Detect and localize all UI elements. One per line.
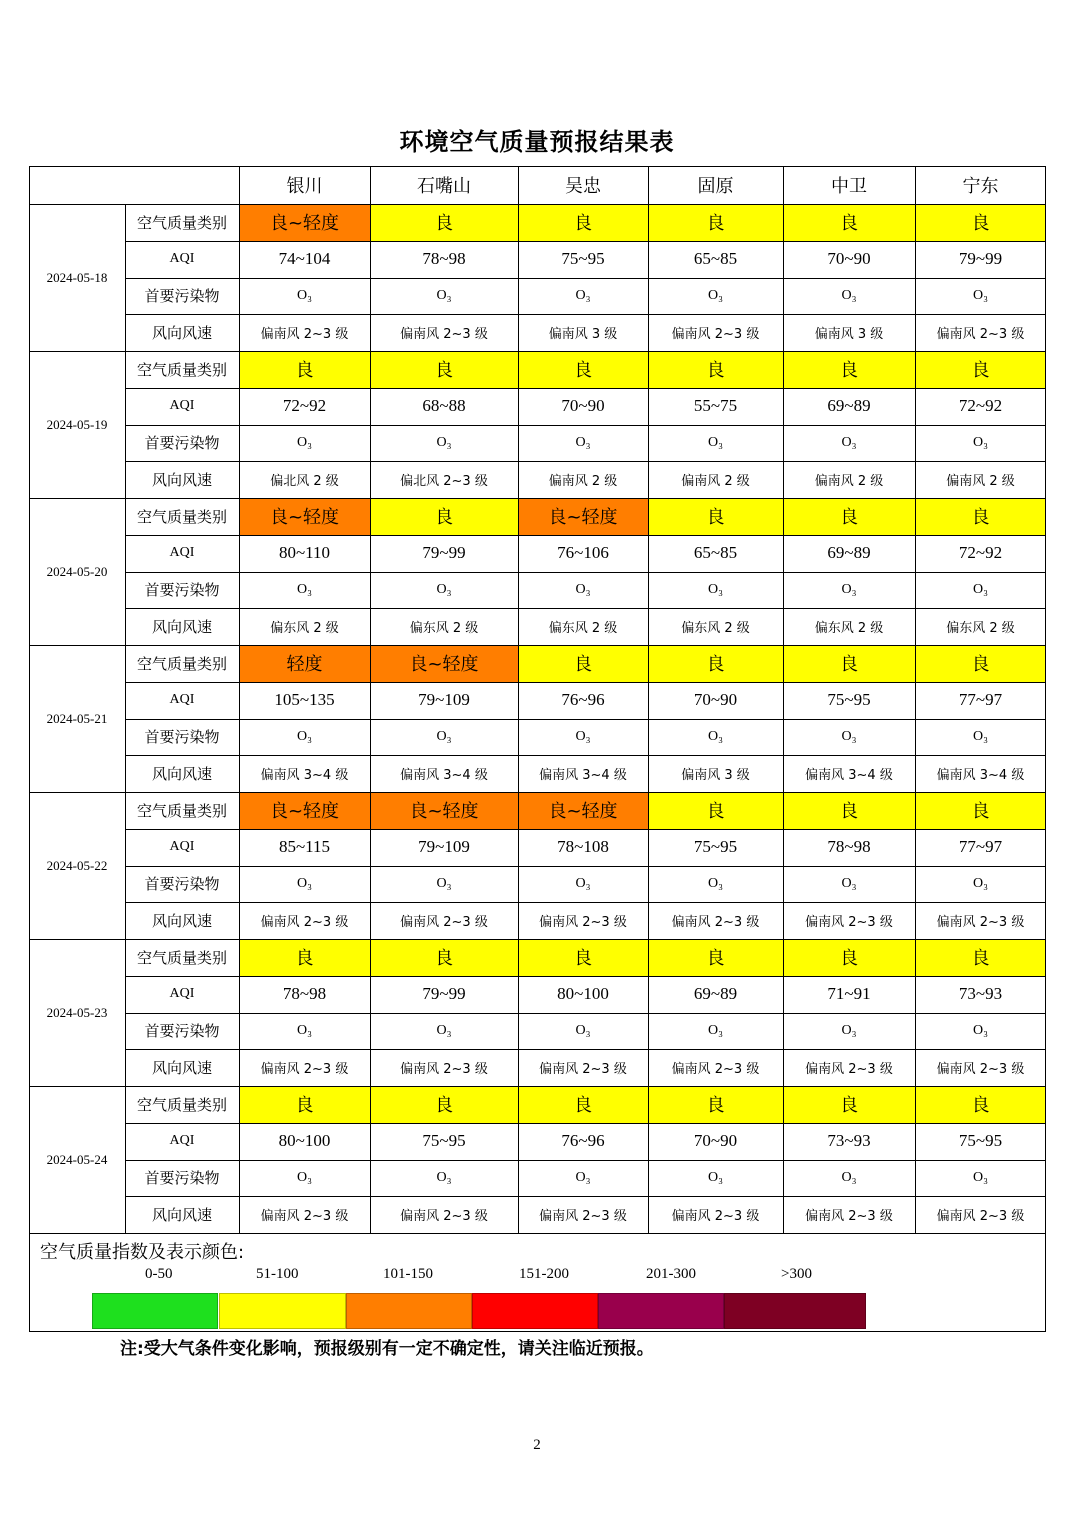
- row-label-pollutant: 首要污染物: [144, 581, 220, 600]
- aqi-cell: 75~95: [422, 1131, 466, 1151]
- aqi-cell: 70~90: [827, 249, 871, 269]
- row-label-pollutant: 首要污染物: [144, 287, 220, 306]
- table-vline: [370, 166, 371, 1233]
- table-hline: [29, 498, 1046, 499]
- legend-color-swatch: [219, 1293, 346, 1329]
- pollutant-cell: O₃: [575, 434, 591, 450]
- table-right-border: [1045, 166, 1046, 1332]
- category-cell: 良: [648, 498, 783, 535]
- wind-cell: 偏南风 3 级: [548, 327, 618, 343]
- table-vline: [125, 204, 126, 1233]
- category-cell: 良: [370, 498, 518, 535]
- table-hline: [125, 1160, 1046, 1161]
- table-vline: [783, 166, 784, 1233]
- pollutant-cell: O₃: [973, 1022, 988, 1038]
- table-hline: [125, 535, 1046, 536]
- category-cell: 良: [648, 351, 783, 388]
- pollutant-cell: O₃: [436, 1169, 452, 1185]
- table-hline: [125, 682, 1046, 683]
- aqi-cell: 78~108: [557, 837, 609, 857]
- city-header: 中卫: [831, 176, 867, 197]
- category-cell: 良: [783, 939, 915, 976]
- aqi-cell: 77~97: [958, 837, 1003, 857]
- date-cell: 2024-05-23: [46, 1004, 108, 1020]
- table-hline: [125, 902, 1046, 903]
- row-label-category: 空气质量类别: [136, 801, 227, 820]
- wind-cell: 偏南风 2~3 级: [936, 1062, 1025, 1078]
- legend-box-bottom-border: [29, 1331, 1046, 1332]
- pollutant-cell: O₃: [841, 1169, 857, 1185]
- wind-cell: 偏南风 2 级: [681, 474, 750, 490]
- legend-range-label: 101-150: [383, 1266, 433, 1282]
- pollutant-cell: O₃: [973, 728, 988, 744]
- category-cell: 良: [915, 792, 1046, 829]
- wind-cell: 偏南风 2~3 级: [260, 327, 349, 343]
- table-top-border: [29, 166, 1046, 167]
- category-cell: 良: [783, 498, 915, 535]
- aqi-cell: 68~88: [422, 396, 466, 416]
- wind-cell: 偏南风 2 级: [946, 474, 1015, 490]
- category-cell: 良: [239, 351, 370, 388]
- pollutant-cell: O₃: [708, 287, 723, 303]
- table-hline: [125, 755, 1046, 756]
- table-hline: [29, 939, 1046, 940]
- aqi-cell: 65~85: [693, 543, 738, 563]
- aqi-cell: 69~89: [693, 984, 738, 1004]
- aqi-cell: 76~96: [561, 690, 605, 710]
- category-cell: 良: [370, 939, 518, 976]
- category-cell: 良: [518, 645, 648, 682]
- wind-cell: 偏北风 2 级: [270, 474, 339, 490]
- pollutant-cell: O₃: [841, 581, 857, 597]
- row-label-aqi: AQI: [169, 692, 195, 708]
- category-cell: 良: [915, 498, 1046, 535]
- category-cell: 轻度: [239, 645, 370, 682]
- wind-cell: 偏南风 3~4 级: [400, 768, 488, 784]
- row-label-aqi: AQI: [169, 1133, 195, 1149]
- pollutant-cell: O₃: [297, 875, 312, 891]
- pollutant-cell: O₃: [708, 728, 723, 744]
- wind-cell: 偏东风 2 级: [409, 621, 479, 637]
- wind-cell: 偏北风 2~3 级: [400, 474, 488, 490]
- aqi-cell: 72~92: [282, 396, 327, 416]
- category-cell: 良: [783, 351, 915, 388]
- pollutant-cell: O₃: [436, 581, 452, 597]
- aqi-cell: 65~85: [693, 249, 738, 269]
- row-label-category: 空气质量类别: [136, 213, 227, 232]
- category-cell: 良: [915, 939, 1046, 976]
- table-hline: [29, 351, 1046, 352]
- table-hline: [125, 572, 1046, 573]
- row-label-wind: 风向风速: [151, 471, 212, 490]
- aqi-cell: 75~95: [958, 1131, 1003, 1151]
- aqi-cell: 78~98: [282, 984, 327, 1004]
- table-hline: [125, 388, 1046, 389]
- row-label-category: 空气质量类别: [136, 654, 227, 673]
- wind-cell: 偏南风 2~3 级: [400, 327, 488, 343]
- aqi-cell: 74~104: [278, 249, 331, 269]
- aqi-cell: 71~91: [827, 984, 871, 1004]
- category-cell: 良: [518, 1086, 648, 1123]
- category-cell: 良: [239, 939, 370, 976]
- aqi-cell: 78~98: [827, 837, 871, 857]
- aqi-cell: 73~93: [958, 984, 1003, 1004]
- table-hline: [29, 645, 1046, 646]
- table-hline: [29, 204, 1046, 205]
- pollutant-cell: O₃: [436, 875, 452, 891]
- wind-cell: 偏南风 2~3 级: [671, 1062, 760, 1078]
- city-header: 银川: [286, 176, 323, 197]
- table-hline: [29, 792, 1046, 793]
- legend-range-label: 0-50: [145, 1266, 173, 1282]
- pollutant-cell: O₃: [575, 1169, 591, 1185]
- table-hline: [125, 278, 1046, 279]
- aqi-cell: 85~115: [278, 837, 331, 857]
- category-cell: 良: [783, 1086, 915, 1123]
- table-hline: [125, 1049, 1046, 1050]
- wind-cell: 偏东风 2 级: [270, 621, 339, 637]
- aqi-cell: 55~75: [693, 396, 738, 416]
- category-cell: 良: [648, 1086, 783, 1123]
- row-label-category: 空气质量类别: [136, 507, 227, 526]
- page-title: 环境空气质量预报结果表: [399, 128, 675, 156]
- wind-cell: 偏南风 2~3 级: [805, 1062, 893, 1078]
- pollutant-cell: O₃: [575, 581, 591, 597]
- wind-cell: 偏东风 2 级: [946, 621, 1015, 637]
- category-cell: 良: [648, 204, 783, 241]
- table-vline: [518, 166, 519, 1233]
- legend-color-swatch: [598, 1293, 724, 1329]
- row-label-pollutant: 首要污染物: [144, 1169, 220, 1188]
- page-number: 2: [533, 1437, 541, 1453]
- table-hline: [125, 719, 1046, 720]
- wind-cell: 偏南风 3 级: [681, 768, 750, 784]
- row-label-wind: 风向风速: [151, 765, 212, 784]
- wind-cell: 偏东风 2 级: [814, 621, 884, 637]
- aqi-cell: 75~95: [827, 690, 871, 710]
- category-cell: 良~轻度: [518, 498, 648, 535]
- pollutant-cell: O₃: [436, 728, 452, 744]
- row-label-category: 空气质量类别: [136, 948, 227, 967]
- date-cell: 2024-05-21: [46, 710, 108, 726]
- pollutant-cell: O₃: [973, 287, 988, 303]
- aqi-cell: 80~110: [278, 543, 331, 563]
- table-hline: [125, 829, 1046, 830]
- category-cell: 良: [518, 351, 648, 388]
- pollutant-cell: O₃: [841, 434, 857, 450]
- wind-cell: 偏南风 2~3 级: [260, 915, 349, 931]
- row-label-aqi: AQI: [169, 398, 195, 414]
- wind-cell: 偏南风 2~3 级: [805, 915, 893, 931]
- wind-cell: 偏南风 2~3 级: [260, 1209, 349, 1225]
- table-vline: [239, 166, 240, 1233]
- pollutant-cell: O₃: [436, 434, 452, 450]
- table-vline: [915, 166, 916, 1233]
- aqi-cell: 78~98: [422, 249, 466, 269]
- category-cell: 良: [370, 1086, 518, 1123]
- aqi-cell: 76~106: [557, 543, 609, 563]
- category-cell: 良: [239, 1086, 370, 1123]
- pollutant-cell: O₃: [297, 1022, 312, 1038]
- wind-cell: 偏东风 2 级: [681, 621, 750, 637]
- wind-cell: 偏南风 2 级: [548, 474, 618, 490]
- pollutant-cell: O₃: [841, 287, 857, 303]
- pollutant-cell: O₃: [297, 1169, 312, 1185]
- pollutant-cell: O₃: [708, 434, 723, 450]
- city-header: 石嘴山: [417, 176, 471, 197]
- date-cell: 2024-05-20: [46, 563, 108, 579]
- table-hline: [125, 241, 1046, 242]
- legend-color-swatch: [472, 1293, 598, 1329]
- wind-cell: 偏南风 2~3 级: [805, 1209, 893, 1225]
- table-hline: [125, 1013, 1046, 1014]
- aqi-cell: 72~92: [958, 396, 1003, 416]
- wind-cell: 偏南风 2~3 级: [400, 1062, 488, 1078]
- wind-cell: 偏南风 3~4 级: [539, 768, 627, 784]
- pollutant-cell: O₃: [297, 287, 312, 303]
- city-header: 吴忠: [565, 176, 601, 197]
- pollutant-cell: O₃: [708, 875, 723, 891]
- table-hline: [125, 866, 1046, 867]
- aqi-cell: 73~93: [827, 1131, 871, 1151]
- table-hline: [29, 1086, 1046, 1087]
- legend-range-label: 51-100: [256, 1266, 299, 1282]
- aqi-cell: 79~99: [422, 984, 466, 1004]
- wind-cell: 偏南风 2~3 级: [400, 1209, 488, 1225]
- category-cell: 良: [915, 1086, 1046, 1123]
- pollutant-cell: O₃: [575, 287, 591, 303]
- table-hline: [125, 314, 1046, 315]
- row-label-aqi: AQI: [169, 251, 195, 267]
- city-header: 宁东: [962, 176, 999, 197]
- wind-cell: 偏南风 3~4 级: [260, 768, 349, 784]
- pollutant-cell: O₃: [708, 581, 723, 597]
- legend-range-label: 201-300: [646, 1266, 696, 1282]
- legend-color-swatch: [724, 1293, 866, 1329]
- wind-cell: 偏南风 2~3 级: [400, 915, 488, 931]
- category-cell: 良: [370, 204, 518, 241]
- row-label-pollutant: 首要污染物: [144, 875, 220, 894]
- pollutant-cell: O₃: [841, 875, 857, 891]
- wind-cell: 偏南风 2~3 级: [671, 1209, 760, 1225]
- table-vline: [648, 166, 649, 1233]
- wind-cell: 偏南风 2~3 级: [539, 1062, 627, 1078]
- pollutant-cell: O₃: [575, 728, 591, 744]
- wind-cell: 偏南风 2~3 级: [936, 327, 1025, 343]
- aqi-cell: 79~99: [958, 249, 1003, 269]
- pollutant-cell: O₃: [297, 581, 312, 597]
- city-header: 固原: [697, 176, 734, 197]
- date-cell: 2024-05-24: [46, 1151, 108, 1167]
- aqi-cell: 79~99: [422, 543, 466, 563]
- date-cell: 2024-05-19: [46, 416, 108, 432]
- row-label-wind: 风向风速: [151, 1059, 212, 1078]
- pollutant-cell: O₃: [708, 1022, 723, 1038]
- category-cell: 良: [783, 792, 915, 829]
- aqi-cell: 69~89: [827, 543, 871, 563]
- pollutant-cell: O₃: [297, 728, 312, 744]
- wind-cell: 偏南风 2 级: [814, 474, 884, 490]
- pollutant-cell: O₃: [973, 1169, 988, 1185]
- aqi-cell: 70~90: [561, 396, 605, 416]
- legend-range-label: 151-200: [519, 1266, 569, 1282]
- aqi-cell: 105~135: [274, 690, 335, 710]
- table-left-border: [29, 166, 30, 1331]
- row-label-category: 空气质量类别: [136, 360, 227, 379]
- aqi-cell: 77~97: [958, 690, 1003, 710]
- wind-cell: 偏南风 2~3 级: [539, 915, 627, 931]
- wind-cell: 偏南风 2~3 级: [936, 915, 1025, 931]
- table-hline: [125, 425, 1046, 426]
- category-cell: 良: [783, 645, 915, 682]
- row-label-wind: 风向风速: [151, 618, 212, 637]
- legend-color-swatch: [92, 1293, 218, 1329]
- aqi-cell: 70~90: [693, 690, 738, 710]
- row-label-wind: 风向风速: [151, 1206, 212, 1225]
- wind-cell: 偏南风 2~3 级: [539, 1209, 627, 1225]
- aqi-cell: 80~100: [278, 1131, 331, 1151]
- table-hline: [125, 1123, 1046, 1124]
- pollutant-cell: O₃: [297, 434, 312, 450]
- aqi-cell: 69~89: [827, 396, 871, 416]
- wind-cell: 偏南风 2~3 级: [671, 915, 760, 931]
- category-cell: 良: [518, 939, 648, 976]
- legend-range-label: >300: [781, 1266, 812, 1282]
- aqi-cell: 76~96: [561, 1131, 605, 1151]
- pollutant-cell: O₃: [575, 875, 591, 891]
- pollutant-cell: O₃: [575, 1022, 591, 1038]
- pollutant-cell: O₃: [973, 434, 988, 450]
- forecast-table: [29, 166, 1046, 1331]
- aqi-cell: 70~90: [693, 1131, 738, 1151]
- row-label-wind: 风向风速: [151, 912, 212, 931]
- date-cell: 2024-05-22: [46, 857, 108, 873]
- row-label-pollutant: 首要污染物: [144, 728, 220, 747]
- category-cell: 良: [915, 645, 1046, 682]
- pollutant-cell: O₃: [708, 1169, 723, 1185]
- aqi-cell: 79~109: [418, 837, 470, 857]
- row-label-category: 空气质量类别: [136, 1095, 227, 1114]
- category-cell: 良~轻度: [370, 792, 518, 829]
- pollutant-cell: O₃: [436, 1022, 452, 1038]
- category-cell: 良~轻度: [239, 204, 370, 241]
- category-cell: 良: [915, 351, 1046, 388]
- table-hline: [125, 1196, 1046, 1197]
- category-cell: 良: [648, 645, 783, 682]
- aqi-cell: 79~109: [418, 690, 470, 710]
- forecast-note: 注:受大气条件变化影响，预报级别有一定不确定性，请关注临近预报。: [120, 1339, 654, 1359]
- row-label-aqi: AQI: [169, 986, 195, 1002]
- wind-cell: 偏南风 3~4 级: [805, 768, 893, 784]
- pollutant-cell: O₃: [841, 728, 857, 744]
- table-hline: [125, 461, 1046, 462]
- aqi-cell: 80~100: [557, 984, 609, 1004]
- wind-cell: 偏东风 2 级: [548, 621, 618, 637]
- category-cell: 良: [648, 792, 783, 829]
- row-label-pollutant: 首要污染物: [144, 434, 220, 453]
- category-cell: 良: [648, 939, 783, 976]
- row-label-wind: 风向风速: [151, 324, 212, 343]
- date-cell: 2024-05-18: [46, 269, 108, 285]
- wind-cell: 偏南风 3 级: [814, 327, 884, 343]
- table-hline: [125, 608, 1046, 609]
- category-cell: 良: [518, 204, 648, 241]
- row-label-aqi: AQI: [169, 839, 195, 855]
- category-cell: 良: [915, 204, 1046, 241]
- aqi-cell: 75~95: [561, 249, 605, 269]
- category-cell: 良~轻度: [370, 645, 518, 682]
- wind-cell: 偏南风 2~3 级: [936, 1209, 1025, 1225]
- category-cell: 良~轻度: [239, 792, 370, 829]
- pollutant-cell: O₃: [973, 581, 988, 597]
- table-hline: [125, 976, 1046, 977]
- category-cell: 良: [783, 204, 915, 241]
- wind-cell: 偏南风 2~3 级: [260, 1062, 349, 1078]
- wind-cell: 偏南风 2~3 级: [671, 327, 760, 343]
- row-label-pollutant: 首要污染物: [144, 1022, 220, 1041]
- table-hline: [29, 1233, 1046, 1234]
- aqi-cell: 72~92: [958, 543, 1003, 563]
- aqi-cell: 75~95: [693, 837, 738, 857]
- category-cell: 良~轻度: [239, 498, 370, 535]
- category-cell: 良: [370, 351, 518, 388]
- legend-title: 空气质量指数及表示颜色:: [40, 1242, 245, 1263]
- pollutant-cell: O₃: [436, 287, 452, 303]
- wind-cell: 偏南风 3~4 级: [936, 768, 1025, 784]
- category-cell: 良~轻度: [518, 792, 648, 829]
- legend-color-swatch: [346, 1293, 472, 1329]
- pollutant-cell: O₃: [841, 1022, 857, 1038]
- pollutant-cell: O₃: [973, 875, 988, 891]
- row-label-aqi: AQI: [169, 545, 195, 561]
